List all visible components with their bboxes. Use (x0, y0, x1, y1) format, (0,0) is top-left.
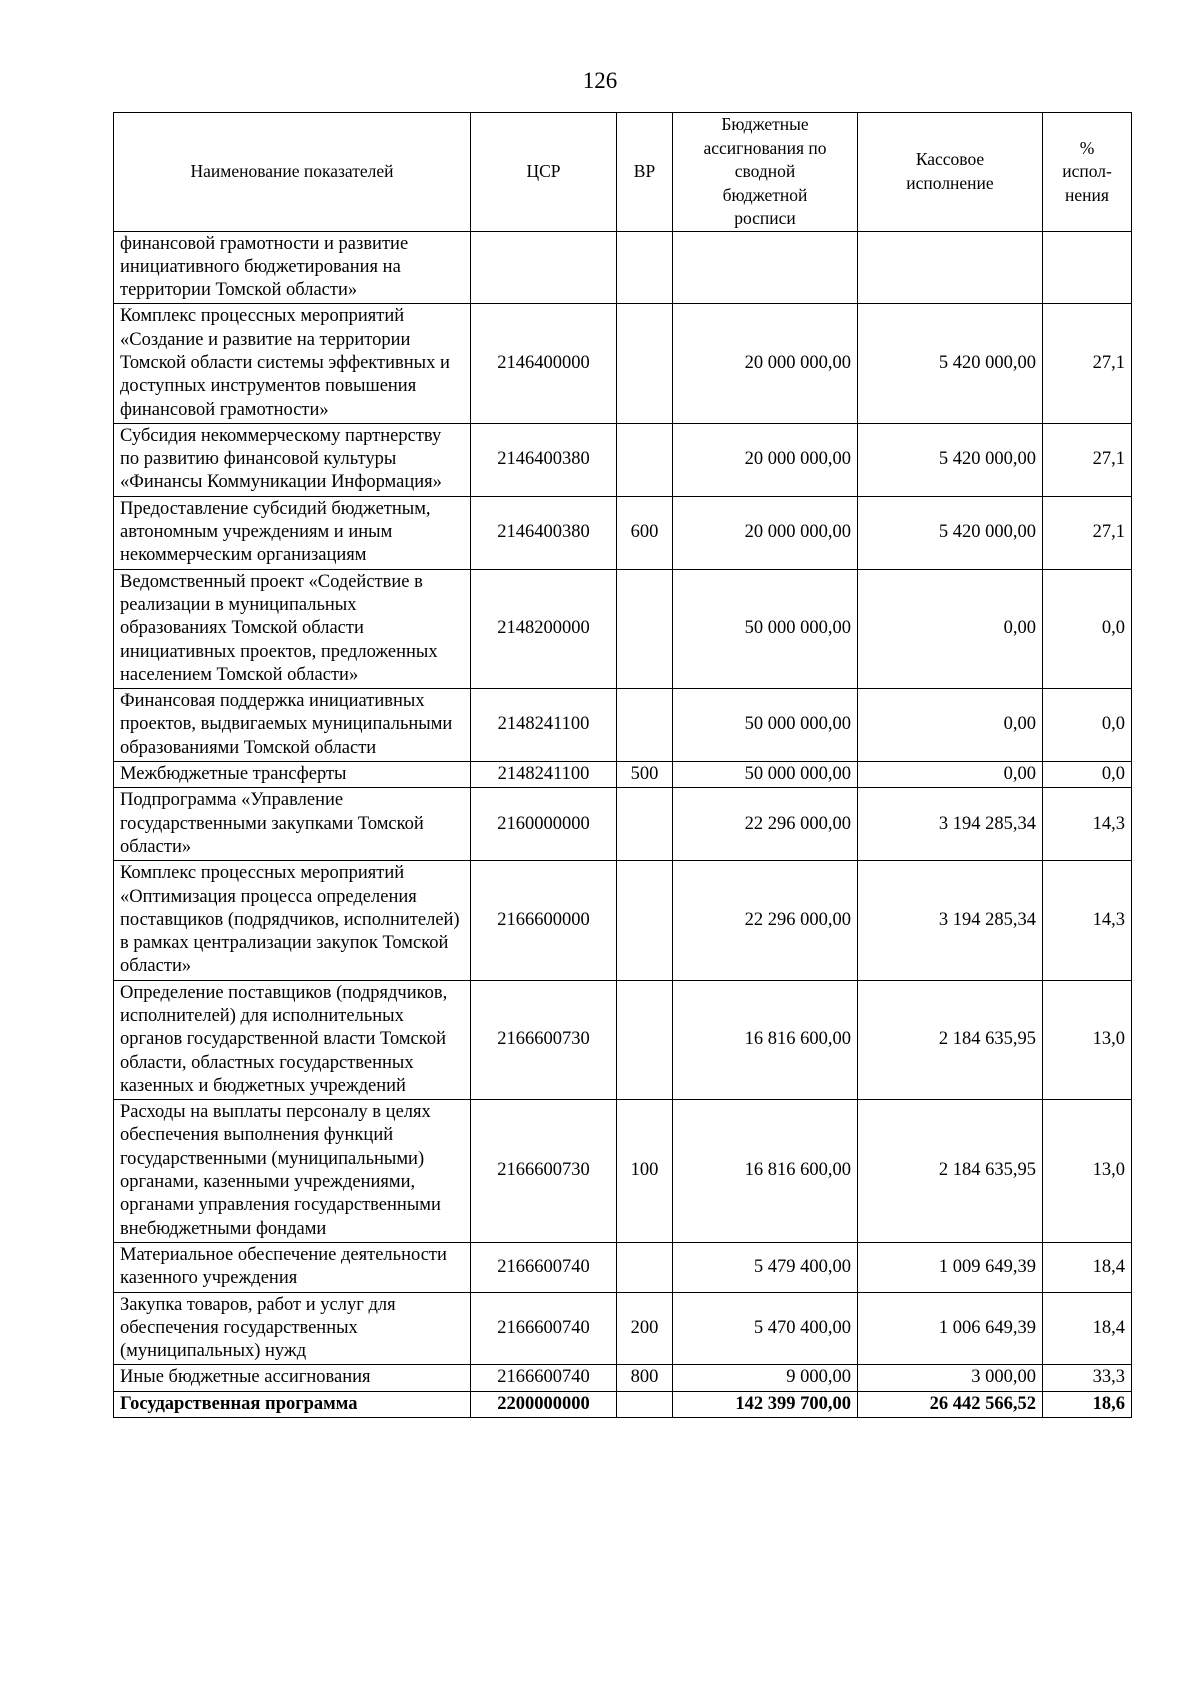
row-name: Предоставление субсидий бюджетным, автономным учреждениям и иным некоммерческим организациям (114, 496, 471, 569)
row-vr (617, 231, 673, 304)
table-row (114, 231, 1132, 304)
row-cash: 1 006 649,39 (858, 1292, 1043, 1365)
table-row (114, 861, 1132, 980)
row-cash: 5 420 000,00 (858, 423, 1043, 496)
row-name: Закупка товаров, работ и услуг для обеспечения государственных (муниципальных) нужд (114, 1292, 471, 1365)
row-cash: 2 184 635,95 (858, 1100, 1043, 1243)
row-vr (617, 423, 673, 496)
row-vr (617, 788, 673, 861)
row-cash: 3 194 285,34 (858, 861, 1043, 980)
row-name: Материальное обеспечение деятельности казенного учреждения (114, 1242, 471, 1292)
row-cash: 0,00 (858, 569, 1043, 688)
row-budget: 5 470 400,00 (673, 1292, 858, 1365)
row-percent: 27,1 (1043, 423, 1132, 496)
row-budget: 9 000,00 (673, 1365, 858, 1391)
row-csr: 2160000000 (471, 788, 617, 861)
row-budget (673, 231, 858, 304)
row-csr: 2166600740 (471, 1242, 617, 1292)
row-cash: 3 194 285,34 (858, 788, 1043, 861)
row-percent: 0,0 (1043, 569, 1132, 688)
row-csr: 2166600740 (471, 1292, 617, 1365)
table-row (114, 762, 1132, 788)
row-percent: 13,0 (1043, 980, 1132, 1099)
row-name: Подпрограмма «Управление государственными закупками Томской области» (114, 788, 471, 861)
row-name: Финансовая поддержка инициативных проектов, выдвигаемых муниципальными образованиями Томской области (114, 689, 471, 762)
row-vr: 600 (617, 496, 673, 569)
row-name: Комплекс процессных мероприятий «Создание и развитие на территории Томской области системы эффективных и доступных инструментов повышения финансовой грамотности» (114, 304, 471, 423)
total-name: Государственная программа (114, 1391, 471, 1417)
row-budget: 20 000 000,00 (673, 496, 858, 569)
row-budget: 50 000 000,00 (673, 569, 858, 688)
table-row (114, 1292, 1132, 1365)
row-vr (617, 861, 673, 980)
row-cash: 2 184 635,95 (858, 980, 1043, 1099)
row-percent (1043, 231, 1132, 304)
row-percent: 33,3 (1043, 1365, 1132, 1391)
row-csr: 2166600730 (471, 1100, 617, 1243)
row-percent: 18,4 (1043, 1242, 1132, 1292)
row-budget: 50 000 000,00 (673, 762, 858, 788)
budget-execution-table (113, 112, 1132, 1418)
row-vr (617, 1242, 673, 1292)
row-csr: 2166600740 (471, 1365, 617, 1391)
row-cash: 0,00 (858, 762, 1043, 788)
total-row (114, 1391, 1132, 1417)
row-csr: 2148241100 (471, 689, 617, 762)
header-percent-execution: % испол- нения (1043, 113, 1132, 232)
row-name: Межбюджетные трансферты (114, 762, 471, 788)
total-percent: 18,6 (1043, 1391, 1132, 1417)
row-csr (471, 231, 617, 304)
row-budget: 20 000 000,00 (673, 423, 858, 496)
row-vr (617, 689, 673, 762)
row-budget: 16 816 600,00 (673, 980, 858, 1099)
header-budget-allocations: Бюджетные ассигнования по сводной бюджетной росписи (673, 113, 858, 232)
row-name: Расходы на выплаты персоналу в целях обеспечения выполнения функций государственными (муниципальными) органами, казенными учреждениями, органами управления государственными внебюджетными фондами (114, 1100, 471, 1243)
row-cash: 1 009 649,39 (858, 1242, 1043, 1292)
total-vr (617, 1391, 673, 1417)
table-row (114, 1100, 1132, 1243)
page-number: 126 (582, 68, 618, 93)
row-name: Субсидия некоммерческому партнерству по развитию финансовой культуры «Финансы Коммуникации Информация» (114, 423, 471, 496)
row-percent: 18,4 (1043, 1292, 1132, 1365)
total-cash: 26 442 566,52 (858, 1391, 1043, 1417)
row-csr: 2148200000 (471, 569, 617, 688)
table-row (114, 980, 1132, 1099)
total-budget: 142 399 700,00 (673, 1391, 858, 1417)
row-percent: 14,3 (1043, 861, 1132, 980)
header-cash-execution: Кассовое исполнение (858, 113, 1043, 232)
row-cash: 5 420 000,00 (858, 496, 1043, 569)
row-cash: 3 000,00 (858, 1365, 1043, 1391)
table-row (114, 788, 1132, 861)
row-budget: 5 479 400,00 (673, 1242, 858, 1292)
header-vr: ВР (617, 113, 673, 232)
table-row (114, 689, 1132, 762)
row-csr: 2166600000 (471, 861, 617, 980)
row-cash: 5 420 000,00 (858, 304, 1043, 423)
row-csr: 2148241100 (471, 762, 617, 788)
header-csr: ЦСР (471, 113, 617, 232)
row-budget: 22 296 000,00 (673, 861, 858, 980)
row-csr: 2146400000 (471, 304, 617, 423)
table-row (114, 569, 1132, 688)
row-vr: 100 (617, 1100, 673, 1243)
row-csr: 2146400380 (471, 423, 617, 496)
row-percent: 27,1 (1043, 496, 1132, 569)
row-vr: 800 (617, 1365, 673, 1391)
table-row (114, 1242, 1132, 1292)
row-budget: 22 296 000,00 (673, 788, 858, 861)
row-name: финансовой грамотности и развитие инициативного бюджетирования на территории Томской области» (114, 231, 471, 304)
row-csr: 2146400380 (471, 496, 617, 569)
row-budget: 16 816 600,00 (673, 1100, 858, 1243)
table-row (114, 423, 1132, 496)
row-budget: 20 000 000,00 (673, 304, 858, 423)
row-vr (617, 304, 673, 423)
row-vr (617, 980, 673, 1099)
row-vr: 500 (617, 762, 673, 788)
row-budget: 50 000 000,00 (673, 689, 858, 762)
row-cash (858, 231, 1043, 304)
table-row (114, 304, 1132, 423)
table-row (114, 1365, 1132, 1391)
row-percent: 27,1 (1043, 304, 1132, 423)
row-name: Комплекс процессных мероприятий «Оптимизация процесса определения поставщиков (подрядчиков, исполнителей) в рамках централизации закупок Томской области» (114, 861, 471, 980)
table-header-row (114, 113, 1132, 232)
row-csr: 2166600730 (471, 980, 617, 1099)
row-percent: 13,0 (1043, 1100, 1132, 1243)
header-name: Наименование показателей (114, 113, 471, 232)
table-row (114, 496, 1132, 569)
row-percent: 0,0 (1043, 762, 1132, 788)
row-vr (617, 569, 673, 688)
row-name: Ведомственный проект «Содействие в реализации в муниципальных образованиях Томской области инициативных проектов, предложенных населением Томской области» (114, 569, 471, 688)
row-name: Определение поставщиков (подрядчиков, исполнителей) для исполнительных органов государственной власти Томской области, областных государственных казенных и бюджетных учреждений (114, 980, 471, 1099)
row-vr: 200 (617, 1292, 673, 1365)
row-name: Иные бюджетные ассигнования (114, 1365, 471, 1391)
total-csr: 2200000000 (471, 1391, 617, 1417)
row-percent: 0,0 (1043, 689, 1132, 762)
row-cash: 0,00 (858, 689, 1043, 762)
row-percent: 14,3 (1043, 788, 1132, 861)
